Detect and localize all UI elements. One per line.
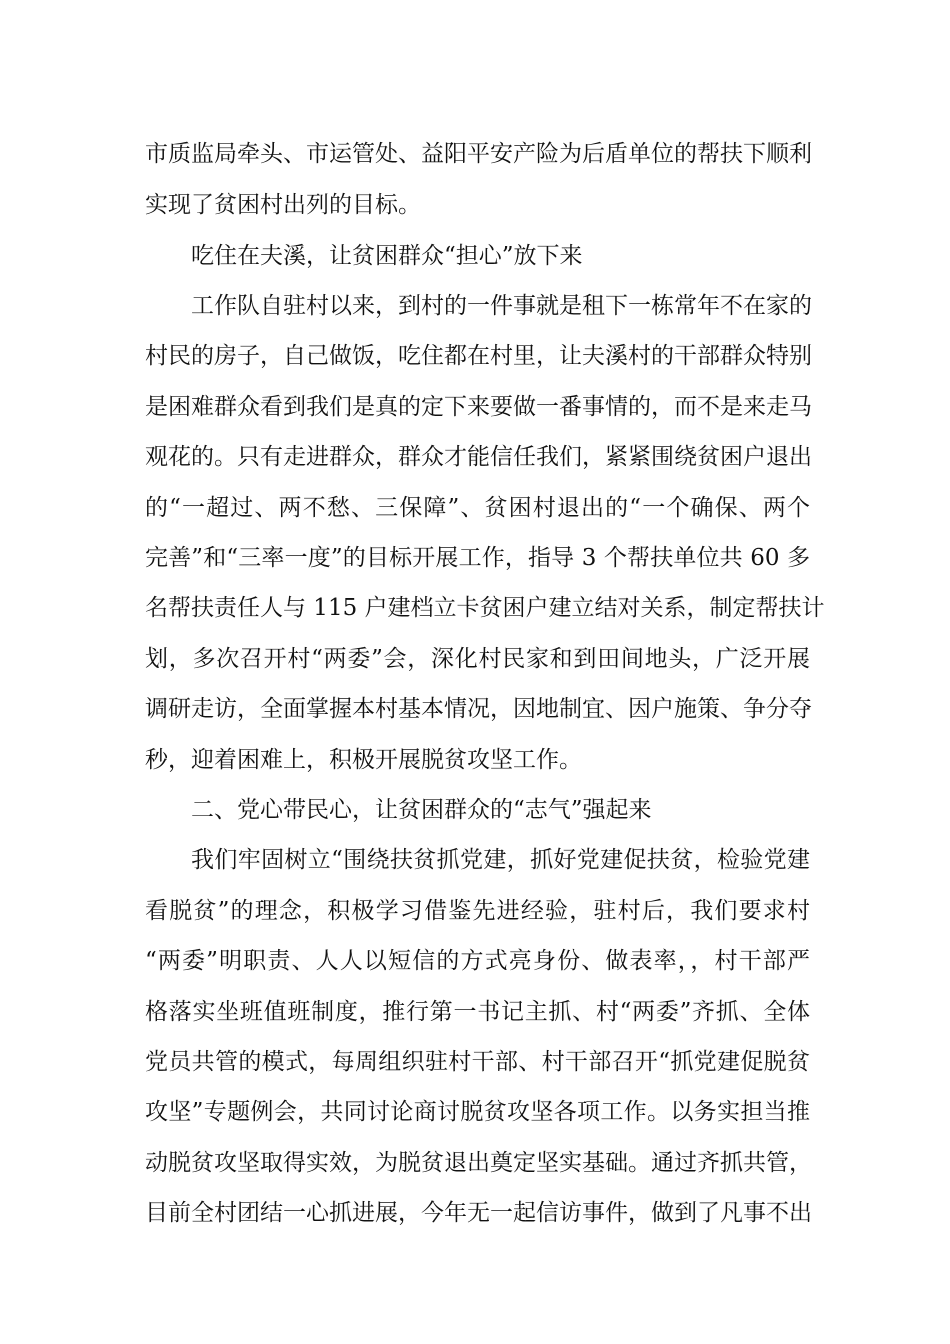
paragraph-line-18: 格落实坐班值班制度，推行第一书记主抓、村“两委”齐抓、全体 <box>145 999 810 1025</box>
paragraph-line-13: 秒，迎着困难上，积极开展脱贫攻坚工作。 <box>145 747 582 773</box>
paragraph-line-20: 攻坚”专题例会，共同讨论商讨脱贫攻坚各项工作。以务实担当推 <box>145 1099 810 1125</box>
paragraph-line-7: 观花的。只有走进群众，群众才能信任我们，紧紧围绕贫困户退出 <box>145 444 812 470</box>
paragraph-line-8: 的“一超过、两不愁、三保障”、贫困村退出的“一个确保、两个 <box>145 495 810 521</box>
paragraph-line-17: “两委”明职责、人人以短信的方式亮身份、做表率，，村干部严 <box>145 948 810 974</box>
section-heading-1: 吃住在夫溪，让贫困群众“担心”放下来 <box>191 243 583 269</box>
paragraph-line-11: 划，多次召开村“两委”会，深化村民家和到田间地头，广泛开展 <box>145 646 810 672</box>
paragraph-line-21: 动脱贫攻坚取得实效，为脱贫退出奠定坚实基础。通过齐抓共管， <box>145 1150 812 1176</box>
paragraph-line-5: 村民的房子，自己做饭，吃住都在村里，让夫溪村的干部群众特别 <box>145 343 812 369</box>
paragraph-line-22: 目前全村团结一心抓进展，今年无一起信访事件，做到了凡事不出 <box>145 1200 812 1226</box>
paragraph-line-1: 市质监局牵头、市运管处、益阳平安产险为后盾单位的帮扶下顺利 <box>145 141 812 167</box>
paragraph-line-6: 是困难群众看到我们是真的定下来要做一番事情的，而不是来走马 <box>145 394 812 420</box>
paragraph-line-4: 工作队自驻村以来，到村的一件事就是租下一栋常年不在家的 <box>191 293 812 319</box>
paragraph-line-19: 党员共管的模式，每周组织驻村干部、村干部召开“抓党建促脱贫 <box>145 1049 810 1075</box>
paragraph-line-16: 看脱贫”的理念，积极学习借鉴先进经验，驻村后，我们要求村 <box>145 898 810 924</box>
paragraph-line-9: 完善”和“三率一度”的目标开展工作，指导 3 个帮扶单位共 60 多 <box>145 545 810 571</box>
paragraph-line-12: 调研走访，全面掌握本村基本情况，因地制宜、因户施策、争分夺 <box>145 696 812 722</box>
paragraph-line-15: 我们牢固树立“围绕扶贫抓党建，抓好党建促扶贫，检验党建 <box>191 847 810 873</box>
paragraph-line-10: 名帮扶责任人与 115 户建档立卡贫困户建立结对关系，制定帮扶计 <box>145 595 825 621</box>
paragraph-line-2: 实现了贫困村出列的目标。 <box>145 192 421 218</box>
section-heading-2: 二、党心带民心，让贫困群众的“志气”强起来 <box>191 797 652 823</box>
